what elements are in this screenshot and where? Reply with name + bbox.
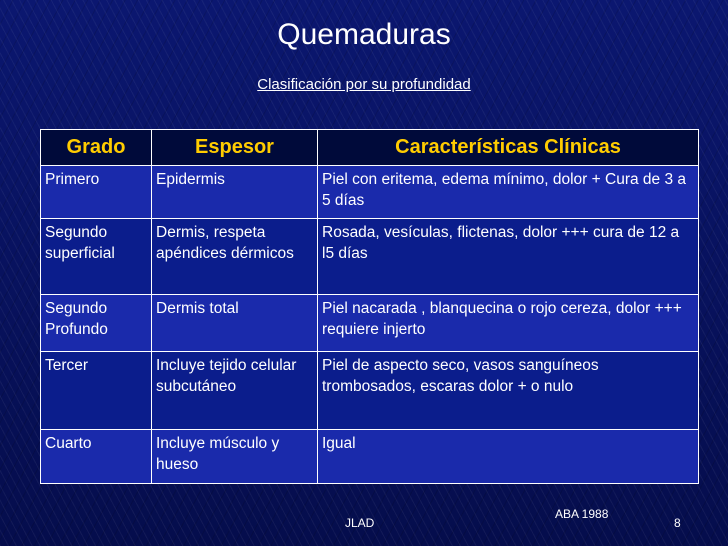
cell-espesor: Epidermis [152, 166, 318, 219]
header-caracteristicas: Características Clínicas [318, 130, 699, 166]
table-row [41, 166, 699, 219]
header-espesor: Espesor [152, 130, 318, 166]
cell-caracteristicas: Rosada, vesículas, flictenas, dolor +++ cura de 12 a l5 días [318, 219, 699, 295]
cell-espesor: Dermis, respeta apéndices dérmicos [152, 219, 318, 295]
cell-espesor: Dermis total [152, 295, 318, 352]
slide-subtitle: Clasificación por su profundidad [257, 76, 471, 93]
cell-caracteristicas: Igual [318, 430, 699, 484]
table-row [41, 430, 699, 484]
footer-reference: ABA 1988 [555, 507, 609, 521]
header-grado: Grado [41, 130, 152, 166]
slide-title: Quemaduras [277, 18, 451, 51]
cell-caracteristicas: Piel de aspecto seco, vasos sanguíneos trombosados, escaras dolor + o nulo [318, 352, 699, 430]
cell-grado: Segundo Profundo [41, 295, 152, 352]
classification-table [40, 129, 699, 484]
cell-grado: Segundo superficial [41, 219, 152, 295]
cell-grado: Tercer [41, 352, 152, 430]
cell-caracteristicas: Piel nacarada , blanquecina o rojo cereza, dolor +++ requiere injerto [318, 295, 699, 352]
table-header-row [41, 130, 699, 166]
footer-author: JLAD [345, 516, 375, 530]
cell-espesor: Incluye tejido celular subcutáneo [152, 352, 318, 430]
table-row [41, 219, 699, 295]
page-number: 8 [674, 516, 681, 530]
cell-grado: Cuarto [41, 430, 152, 484]
cell-caracteristicas: Piel con eritema, edema mínimo, dolor + Cura de 3 a 5 días [318, 166, 699, 219]
cell-grado: Primero [41, 166, 152, 219]
table-row [41, 295, 699, 352]
table-row [41, 352, 699, 430]
cell-espesor: Incluye músculo y hueso [152, 430, 318, 484]
